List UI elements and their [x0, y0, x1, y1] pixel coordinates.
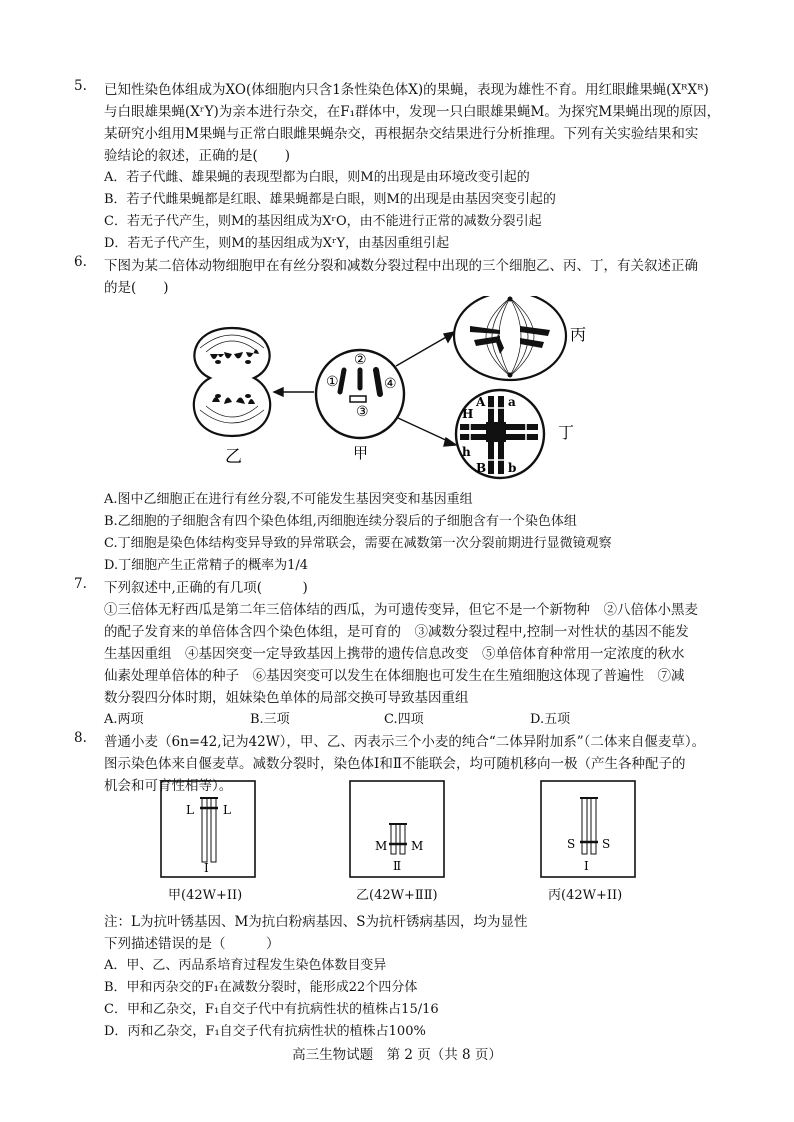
- chromosome-label: Ⅰ: [584, 859, 589, 873]
- option-b[interactable]: B．若子代雌果蝇都是红眼、雄果蝇都是白眼，则M的出现是由基因突变引起的: [104, 192, 556, 207]
- question-number: 6.: [74, 254, 87, 270]
- gene-B: B: [476, 461, 487, 475]
- panel-caption-jia: 甲(42W+ⅠⅠ): [168, 888, 243, 903]
- option-d[interactable]: D.五项: [530, 712, 571, 727]
- panel-jia: [160, 780, 256, 878]
- label-yi: 乙: [225, 447, 242, 467]
- gene-label-left: M: [375, 839, 388, 853]
- gene-label-right: S: [602, 837, 611, 851]
- chromosome-2-label: ②: [354, 352, 367, 368]
- cell-bing: [454, 296, 586, 380]
- gene-label-right: M: [411, 839, 424, 853]
- option-d[interactable]: D．丙和乙杂交，F₁自交子代有抗病性状的植株占100%: [104, 1024, 426, 1039]
- panel-caption-yi: 乙(42W+ⅡⅡ): [356, 888, 438, 903]
- gene-label-right: L: [223, 803, 231, 817]
- panel-bing: [540, 780, 636, 878]
- question-text-line: 某研究小组用M果蝇与正常白眼雌果蝇杂交，再根据杂交结果进行分析推理。下列有关实验结果和实: [104, 126, 699, 142]
- option-b[interactable]: B.三项: [250, 712, 290, 727]
- question-text-line: 普通小麦（6n=42,记为42W），甲、乙、丙表示三个小麦的纯合“二体异附加系”（二体来自偃麦草）。: [104, 734, 706, 750]
- panel-yi: [349, 780, 445, 878]
- cell-jia: [316, 350, 404, 462]
- gene-b: b: [508, 461, 517, 475]
- gene-H: H: [462, 407, 474, 421]
- question-text-line: 下列叙述中,正确的有几项( ): [104, 580, 308, 596]
- option-a[interactable]: A.图中乙细胞正在进行有丝分裂,不可能发生基因突变和基因重组: [104, 492, 473, 507]
- question-number: 8.: [74, 730, 87, 746]
- question-text-line: 已知性染色体组成为XO(体细胞内只含1条性染色体X)的果蝇，表现为雄性不育。用红眼雌果蝇(XᴿXᴿ): [104, 82, 709, 98]
- option-b[interactable]: B．甲和丙杂交的F₁在减数分裂时，能形成22个四分体: [104, 980, 418, 995]
- option-a[interactable]: A．甲、乙、丙品系培育过程发生染色体数目变异: [104, 958, 387, 973]
- question-text-line: 机会和可育性相等）。: [104, 778, 233, 794]
- chromosome-label: Ⅰ: [204, 861, 209, 875]
- gene-a: a: [508, 395, 516, 409]
- chromosome-label: Ⅱ: [393, 859, 402, 873]
- question-text-line: ①三倍体无籽西瓜是第二年三倍体结的西瓜，为可遗传变异，但它不是一个新物种 ②八倍体小黑麦: [104, 602, 698, 618]
- option-a[interactable]: A．若子代雌、雄果蝇的表现型都为白眼，则M的出现是由环境改变引起的: [104, 170, 530, 185]
- chromosome-3-label: ③: [356, 404, 369, 420]
- option-b[interactable]: B.乙细胞的子细胞含有四个染色体组,丙细胞连续分裂后的子细胞含有一个染色体组: [104, 514, 577, 529]
- gene-h: h: [462, 445, 471, 459]
- option-c[interactable]: C．甲和乙杂交，F₁自交子代中有抗病性状的植株占15/16: [104, 1002, 439, 1017]
- question-text-line: 图示染色体来自偃麦草。减数分裂时，染色体Ⅰ和Ⅱ不能联会，均可随机移向一极（产生各种配子的: [104, 756, 686, 772]
- cell-yi: [194, 328, 270, 467]
- panel-caption-bing: 丙(42W+ⅠⅠ): [548, 888, 623, 903]
- cell-division-figure: [170, 296, 590, 486]
- gene-label-left: S: [567, 837, 576, 851]
- gene-A: A: [476, 395, 486, 409]
- label-jia: 甲: [353, 444, 369, 462]
- label-bing: 丙: [570, 325, 587, 344]
- question-stem: 下列描述错误的是（ ）: [104, 936, 280, 952]
- option-d[interactable]: D.丁细胞产生正常精子的概率为1/4: [104, 558, 309, 573]
- question-number: 7.: [74, 576, 87, 592]
- option-d[interactable]: D．若无子代产生，则M的基因组成为XʳY，由基因重组引起: [104, 236, 450, 251]
- question-text-line: 仙素处理单倍体的种子 ⑥基因突变可以发生在体细胞也可发生在生殖细胞这体现了普遍性 ⑦减: [104, 668, 685, 684]
- option-c[interactable]: C．若无子代产生，则M的基因组成为XʳO，由不能进行正常的减数分裂引起: [104, 214, 542, 229]
- chromosome-1-label: ①: [326, 374, 339, 390]
- cell-ding: [456, 390, 574, 478]
- question-text-line: 与白眼雄果蝇(XʳY)为亲本进行杂交，在F₁群体中，发现一只白眼雄果蝇M。为探究M果蝇出现的原因，: [104, 104, 721, 120]
- question-text-line: 验结论的叙述，正确的是( ): [104, 148, 291, 164]
- option-c[interactable]: C.丁细胞是染色体结构变异导致的异常联会，需要在减数第一次分裂前期进行显微镜观察: [104, 536, 612, 551]
- question-text-line: 的配子发育来的单倍体含四个染色体组，是可育的 ③减数分裂过程中,控制一对性状的基因不能发: [104, 624, 689, 640]
- question-text-line: 的是( ): [104, 280, 169, 296]
- page-footer: 高三生物试题 第 2 页（共 8 页）: [292, 1047, 502, 1063]
- question-number: 5.: [74, 78, 87, 94]
- question-text-line: 生基因重组 ④基因突变一定导致基因上携带的遗传信息改变 ⑤单倍体育种常用一定浓度的秋水: [104, 646, 685, 662]
- chromosome-4-label: ④: [384, 376, 397, 392]
- option-a[interactable]: A.两项: [104, 712, 144, 727]
- label-ding: 丁: [558, 423, 575, 442]
- note: 注：L为抗叶锈基因、M为抗白粉病基因、S为抗杆锈病基因，均为显性: [104, 914, 528, 930]
- gene-label-left: L: [186, 803, 194, 817]
- question-text-line: 下图为某二倍体动物细胞甲在有丝分裂和减数分裂过程中出现的三个细胞乙、丙、丁，有关叙述正确: [104, 258, 698, 274]
- question-text-line: 数分裂四分体时期，姐妹染色单体的局部交换可导致基因重组: [104, 690, 469, 706]
- option-c[interactable]: C.四项: [384, 712, 424, 727]
